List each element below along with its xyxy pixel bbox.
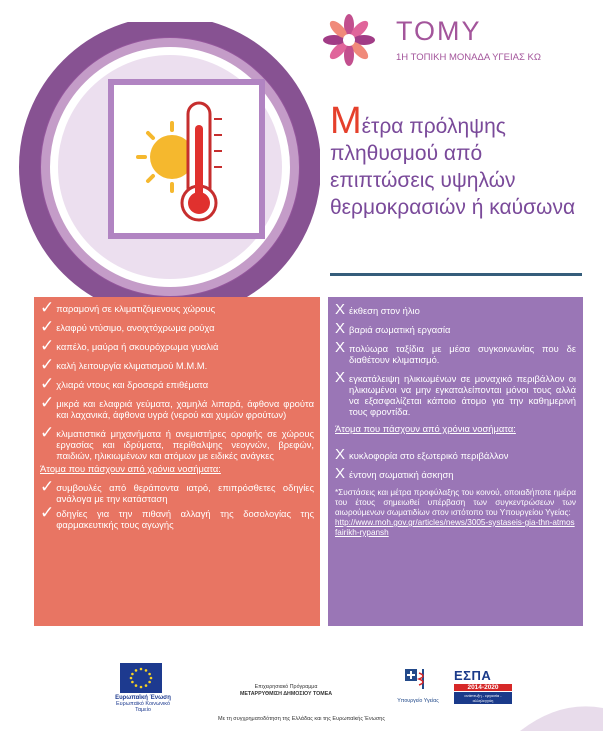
list-item: ✓ κλιματιστικά μηχανήματα ή ανεμιστήρες οροφής σε χώρους εργασίας και ιδρύματα, περίθαλψης νεογνών, βρεφών, παιδιών, ηλικιωμένων και ατόμων με ειδικές ανάγκες xyxy=(40,423,314,461)
cross-icon: X xyxy=(335,301,346,318)
thermometer-sun-icon xyxy=(114,85,259,233)
check-icon: ✓ xyxy=(40,317,55,336)
list-item: X βαριά σωματική εργασία xyxy=(335,320,451,337)
check-icon: ✓ xyxy=(40,374,55,393)
list-item: ✓ συμβουλές από θεράποντα ιατρό, επιπρόσθετες οδηγίες ανάλογα με την κατάσταση xyxy=(40,477,314,504)
check-icon: ✓ xyxy=(40,477,55,496)
cross-icon: X xyxy=(335,369,346,386)
thermometer-image xyxy=(108,79,265,239)
list-item: ✓ οδηγίες για την πιθανή αλλαγή της δοσολογίας της φαρμακευτικής τους αγωγής xyxy=(40,503,314,530)
list-item: X έκθεση στον ήλιο xyxy=(335,301,420,318)
cross-icon: X xyxy=(335,446,346,463)
cross-icon: X xyxy=(335,339,346,356)
logo-title: TOMY xyxy=(396,16,482,46)
corner-swirl-decoration xyxy=(520,700,603,731)
chronic-subheading: Άτομα που πάσχουν από χρόνια νοσήματα: xyxy=(40,463,221,474)
title-text: έτρα πρόληψης πληθυσμού από επιπτώσεις υψηλών θερμοκρασιών ή καύσωνα xyxy=(330,115,576,219)
flower-logo-icon xyxy=(318,12,380,68)
check-icon: ✓ xyxy=(40,503,55,522)
check-icon: ✓ xyxy=(40,393,55,412)
check-icon: ✓ xyxy=(40,423,55,442)
list-item: ✓ παραμονή σε κλιματιζόμενους χώρους xyxy=(40,298,216,317)
ministry-of-health-logo: Υπουργείο Υγείας xyxy=(393,667,443,704)
list-item: ✓ καπέλο, μαύρα ή σκουρόχρωμα γυαλιά xyxy=(40,336,219,355)
list-item: ✓ καλή λειτουργία κλιματισμού Μ.Μ.Μ. xyxy=(40,355,208,374)
list-item: ✓ ελαφρύ ντύσιμο, ανοιχτόχρωμα ρούχα xyxy=(40,317,215,336)
list-item: ✓ μικρά και ελαφριά γεύματα, χαμηλά λιπαρά, άφθονα φρούτα και λαχανικά, άφθονα υγρά (νερού και χυμών φρούτων) xyxy=(40,393,314,420)
check-icon: ✓ xyxy=(40,298,55,317)
check-icon: ✓ xyxy=(40,336,55,355)
eu-label: Ευρωπαϊκή Ένωση Ευρωπαϊκό Κοινωνικό Ταμείο xyxy=(115,695,171,713)
list-item: X πολύωρα ταξίδια με μέσα συγκοινωνίας που δε διαθέτουν κλιματισμό. xyxy=(335,339,576,365)
check-icon: ✓ xyxy=(40,355,55,374)
list-item: X εγκατάλειψη ηλικιωμένων σε μοναχικό περιβάλλον οι ηλικιωμένοι να μην εγκαταλείπονται μόνοι τους αλλά να εξασφαλίζεται κάποιο άτομο για την καθημερινή τους φροντίδα. xyxy=(335,369,576,417)
list-item: ✓ χλιαρά ντους και δροσερά επιθέματα xyxy=(40,374,209,393)
title-initial: Μ xyxy=(330,100,362,142)
operational-programme-logo: Επιχειρησιακό Πρόγραμμα ΜΕΤΑΡΡΥΘΜΙΣΗ ΔΗΜΟΣΙΟΥ ΤΟΜΕΑ xyxy=(239,684,333,697)
chronic-subheading: Άτομα που πάσχουν από χρόνια νοσήματα: xyxy=(335,423,516,434)
source-note: *Συστάσεις και μέτρα προφύλαξης του κοινού, οποιαδήποτε ημέρα του έτους σημειωθεί υπέρβαση των συγκεντρώσεων των αιωρούμενων σωματιδίων στον ιστότοπο του Υπουργείου Υγείας: xyxy=(335,488,576,517)
espa-logo: ΕΣΠΑ 2014-2020 ανάπτυξη - εργασία - αλληλεγγύη xyxy=(454,668,512,704)
cross-icon: X xyxy=(335,320,346,337)
cofunding-statement: Με τη συγχρηματοδότηση της Ελλάδας και της Ευρωπαϊκής Ένωσης xyxy=(217,716,385,722)
cross-icon: X xyxy=(335,465,346,482)
page-title xyxy=(330,100,580,221)
logo-subtitle: 1Η ΤΟΠΙΚΗ ΜΟΝΑΔΑ ΥΓΕΙΑΣ ΚΩ xyxy=(396,52,541,63)
eu-flag-icon xyxy=(120,663,162,693)
funding-logos xyxy=(108,663,578,713)
avoid-panel xyxy=(328,297,583,626)
tomy-logo xyxy=(318,12,598,72)
source-link[interactable]: http://www.moh.gov.gr/articles/news/3005-systaseis-gia-thn-atmosfairikh-rypansh xyxy=(335,518,575,537)
caduceus-icon xyxy=(403,667,433,691)
recommendations-panel xyxy=(34,297,320,626)
title-divider xyxy=(330,273,582,276)
list-item: X έντονη σωματική άσκηση xyxy=(335,465,454,482)
list-item: X κυκλοφορία στο εξωτερικό περιβάλλον xyxy=(335,446,509,463)
